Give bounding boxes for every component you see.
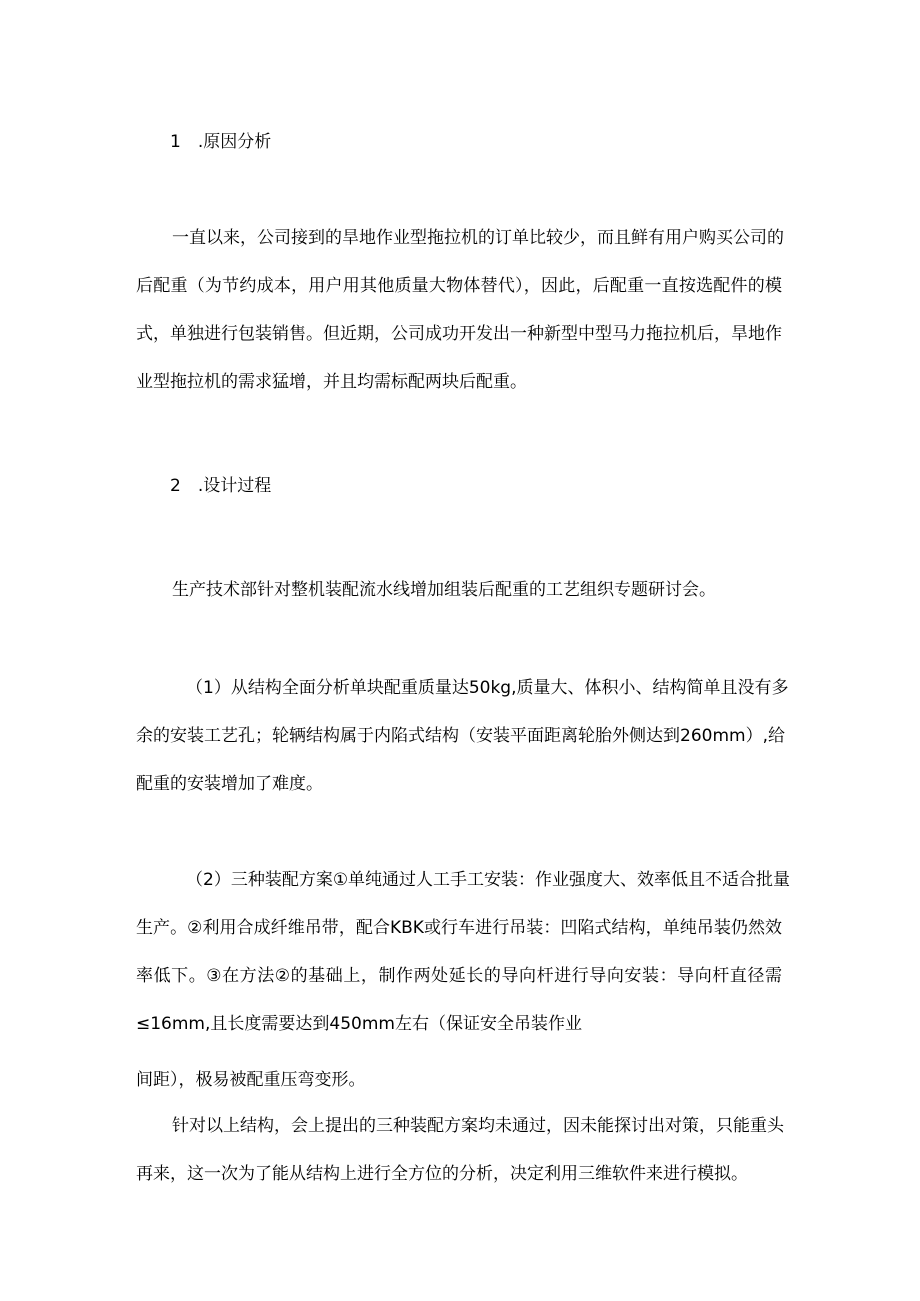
section-heading-cause-analysis: 1 .原因分析 [170,132,272,152]
paragraph-line: 余的安装工艺孔；轮辆结构属于内陷式结构（安装平面距离轮胎外侧达到260mm）,给 [136,726,785,746]
paragraph-line: 率低下。③在方法②的基础上，制作两处延长的导向杆进行导向安装：导向杆直径需 [136,966,782,986]
paragraph-line: 生产技术部针对整机装配流水线增加组装后配重的工艺组织专题研讨会。 [172,580,716,600]
paragraph-line: 式，单独进行包装销售。但近期，公司成功开发出一种新型中型马力拖拉机后，旱地作 [136,324,782,344]
paragraph-line: 配重的安装增加了难度。 [136,774,323,794]
paragraph-line: 一直以来，公司接到的旱地作业型拖拉机的订单比较少，而且鲜有用户购买公司的 [172,228,784,248]
paragraph-line: 再来，这一次为了能从结构上进行全方位的分析，决定利用三维软件来进行模拟。 [136,1164,748,1184]
paragraph-line: 间距），极易被配重压弯变形。 [136,1070,366,1090]
paragraph-line: 后配重（为节约成本，用户用其他质量大物体替代），因此，后配重一直按选配件的模 [136,276,782,296]
paragraph-line: 生产。②利用合成纤维吊带，配合KBK或行车进行吊装：凹陷式结构，单纯吊装仍然效 [136,918,782,938]
paragraph-line: （1）从结构全面分析单块配重质量达50kg,质量大、体积小、结构简单且没有多 [186,678,789,698]
paragraph-line: （2）三种装配方案①单纯通过人工手工安装：作业强度大、效率低且不适合批量 [186,870,791,890]
paragraph-line: 业型拖拉机的需求猛增，并且均需标配两块后配重。 [136,372,527,392]
paragraph-line: 针对以上结构，会上提出的三种装配方案均未通过，因未能探讨出对策，只能重头 [172,1116,784,1136]
section-heading-design-process: 2 .设计过程 [170,476,272,496]
paragraph-line: ≤16mm,且长度需要达到450mm左右（保证安全吊装作业 [136,1014,582,1034]
